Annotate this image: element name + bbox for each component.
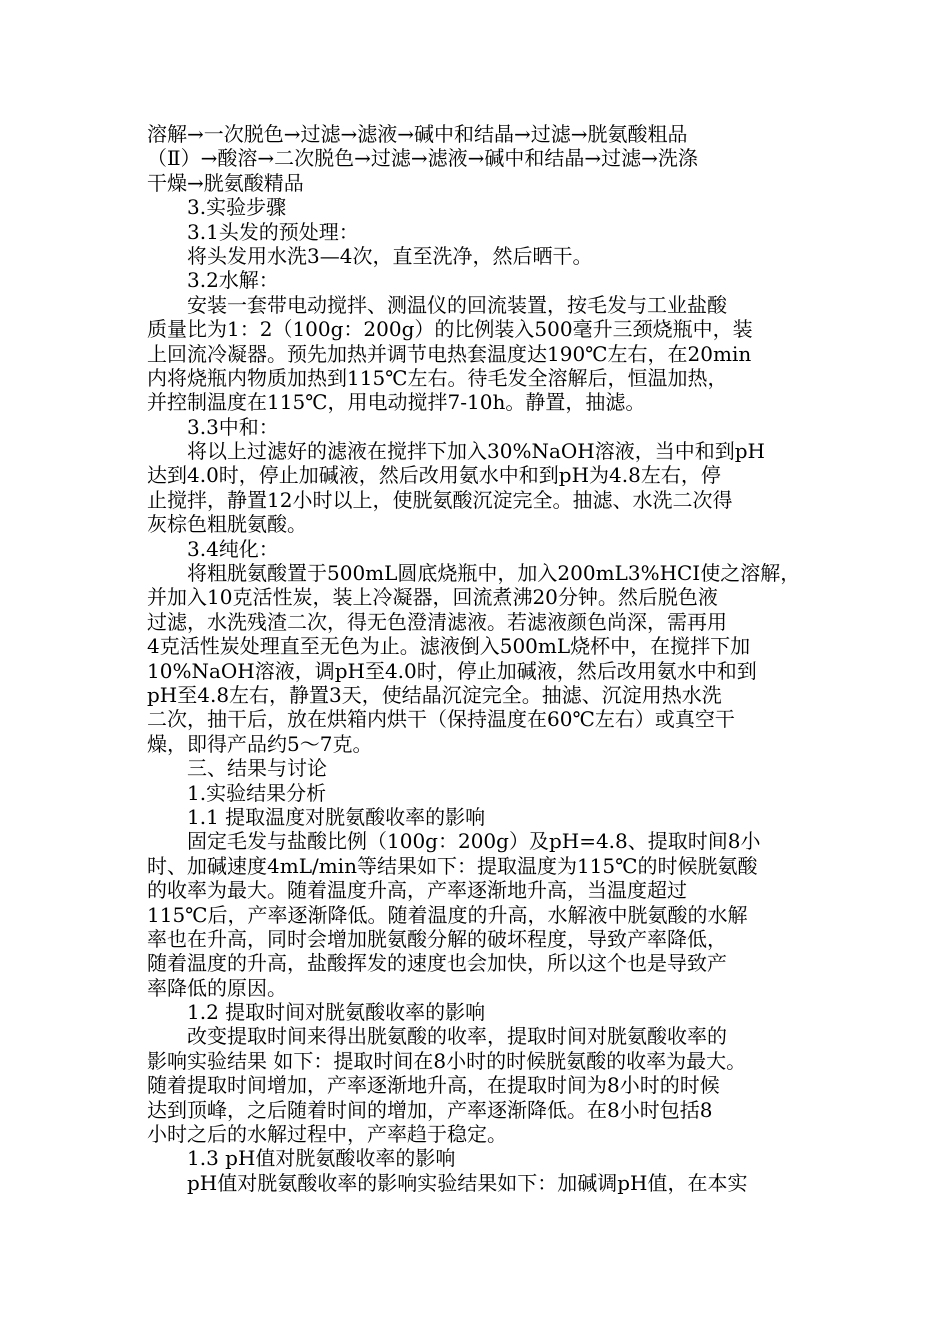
text-line: 达到4.0时，停止加碱液，然后改用氨水中和到pH为4.8左右，停 xyxy=(147,463,721,488)
text-line: 1.3 pH值对胱氨酸收率的影响 xyxy=(187,1146,456,1171)
text-line: pH值对胱氨酸收率的影响实验结果如下：加碱调pH值，在本实 xyxy=(187,1170,748,1195)
text-line: 并加入10克活性炭，装上冷凝器，回流煮沸20分钟。然后脱色液 xyxy=(147,585,718,610)
text-line: 率也在升高，同时会增加胱氨酸分解的破坏程度，导致产率降低， xyxy=(147,926,727,951)
text-line: 灰棕色粗胱氨酸。 xyxy=(147,512,307,537)
text-line: 3.3中和： xyxy=(187,414,279,439)
text-line: 3.2水解： xyxy=(187,268,279,293)
text-line: 安装一套带电动搅拌、测温仪的回流装置，按毛发与工业盐酸 xyxy=(187,292,727,317)
text-line: 10%NaOH溶液，调pH至4.0时，停止加碱液，然后改用氨水中和到 xyxy=(147,658,757,683)
text-line: 4克活性炭处理直至无色为止。滤液倒入500mL烧杯中，在搅拌下加 xyxy=(147,634,751,659)
text-line: （Ⅱ）→酸溶→二次脱色→过滤→滤液→碱中和结晶→过滤→洗涤 xyxy=(147,146,698,171)
text-line: 115℃后，产率逐渐降低。随着温度的升高，水解液中胱氨酸的水解 xyxy=(147,902,748,927)
text-line: 改变提取时间来得出胱氨酸的收率，提取时间对胱氨酸收率的 xyxy=(187,1024,727,1049)
text-line: 影响实验结果 如下：提取时间在8小时的时候胱氨酸的收率为最大。 xyxy=(147,1048,747,1073)
text-line: 3.实验步骤 xyxy=(187,195,287,220)
text-line: 质量比为1：2（100g：200g）的比例装入500毫升三颈烧瓶中，装 xyxy=(147,317,753,342)
text-line: 溶解→一次脱色→过滤→滤液→碱中和结晶→过滤→胱氨酸粗品 xyxy=(147,122,688,146)
text-line: 干燥→胱氨酸精品 xyxy=(147,170,304,195)
text-line: 1.2 提取时间对胱氨酸收率的影响 xyxy=(187,1000,486,1025)
text-line: 将头发用水洗3—4次，直至洗净，然后晒干。 xyxy=(187,243,593,268)
text-line: 1.1 提取温度对胱氨酸收率的影响 xyxy=(187,804,486,829)
text-line: 3.4纯化： xyxy=(187,536,279,561)
document-body xyxy=(147,122,819,1195)
text-line: 止搅拌，静置12小时以上，使胱氨酸沉淀完全。抽滤、水洗二次得 xyxy=(147,487,733,512)
text-line: 率降低的原因。 xyxy=(147,975,287,1000)
text-line: 上回流冷凝器。预先加热并调节电热套温度达190℃左右，在20min xyxy=(147,341,752,366)
text-line: 随着提取时间增加，产率逐渐地升高，在提取时间为8小时的时候 xyxy=(147,1073,720,1098)
text-line: 过滤，水洗残渣二次，得无色澄清滤液。若滤液颜色尚深，需再用 xyxy=(147,609,727,634)
text-line: 将粗胱氨酸置于500mL圆底烧瓶中，加入200mL3%HCI使之溶解， xyxy=(187,561,801,586)
text-line: 达到顶峰，之后随着时间的增加，产率逐渐降低。在8小时包括8 xyxy=(147,1097,713,1122)
text-line: 时、加碱速度4mL/min等结果如下：提取温度为115℃的时候胱氨酸 xyxy=(147,853,758,878)
text-line: 1.实验结果分析 xyxy=(187,780,327,805)
text-line: 二次，抽干后，放在烘箱内烘干（保持温度在60℃左右）或真空干 xyxy=(147,707,735,732)
text-line: 3.1头发的预处理： xyxy=(187,219,359,244)
text-line: 燥，即得产品约5～7克。 xyxy=(147,731,373,756)
text-line: 的收率为最大。随着温度升高，产率逐渐地升高，当温度超过 xyxy=(147,878,687,903)
text-line: pH至4.8左右，静置3天，使结晶沉淀完全。抽滤、沉淀用热水洗 xyxy=(147,682,722,707)
text-line: 并控制温度在115℃，用电动搅拌7-10h。静置，抽滤。 xyxy=(147,390,646,415)
text-line: 随着温度的升高，盐酸挥发的速度也会加快，所以这个也是导致产 xyxy=(147,951,727,976)
text-line: 固定毛发与盐酸比例（100g：200g）及pH=4.8、提取时间8小 xyxy=(187,829,761,854)
text-line: 将以上过滤好的滤液在搅拌下加入30%NaOH溶液，当中和到pH xyxy=(187,439,765,464)
text-line: 内将烧瓶内物质加热到115℃左右。待毛发全溶解后，恒温加热， xyxy=(147,365,728,390)
text-line: 三、结果与讨论 xyxy=(187,756,327,781)
text-line: 小时之后的水解过程中，产率趋于稳定。 xyxy=(147,1122,507,1147)
